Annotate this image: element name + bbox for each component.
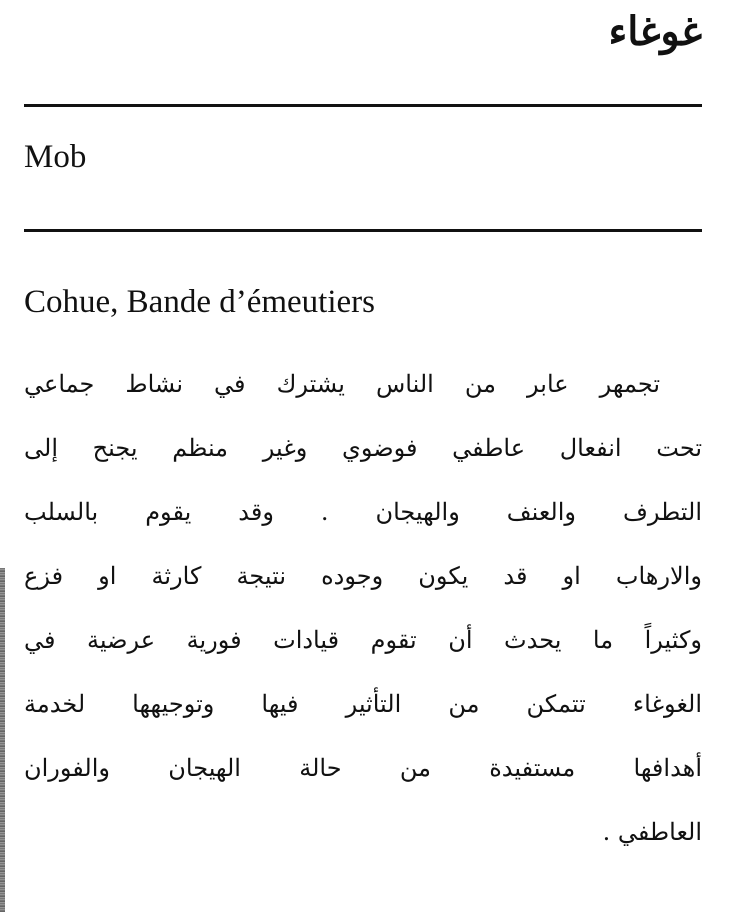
- scan-edge-shadow: [0, 568, 5, 912]
- definition-line: وكثيراً ما يحدث أن تقوم قيادات فورية عرضية في: [24, 626, 702, 654]
- definition-line: أهدافها مستفيدة من حالة الهيجان والفوران: [24, 754, 702, 782]
- definition-line: والارهاب او قد يكون وجوده نتيجة كارثة او فزع: [24, 562, 702, 590]
- top-divider: [24, 104, 702, 107]
- definition-line: تجمهر عابر من الناس يشترك في نشاط جماعي: [24, 370, 660, 398]
- french-term: Cohue, Bande d’émeutiers: [24, 284, 375, 320]
- definition-line: التطرف والعنف والهيجان . وقد يقوم بالسلب: [24, 498, 702, 526]
- definition-line: العاطفي .: [602, 818, 702, 846]
- definition-line: الغوغاء تتمكن من التأثير فيها وتوجيهها لخدمة: [24, 690, 702, 718]
- english-term: Mob: [24, 139, 87, 175]
- arabic-definition: [24, 352, 702, 864]
- definition-line: تحت انفعال عاطفي فوضوي وغير منظم يجنح إلى: [24, 434, 702, 462]
- bottom-divider: [24, 229, 702, 232]
- arabic-headword: غوغاء: [608, 8, 702, 55]
